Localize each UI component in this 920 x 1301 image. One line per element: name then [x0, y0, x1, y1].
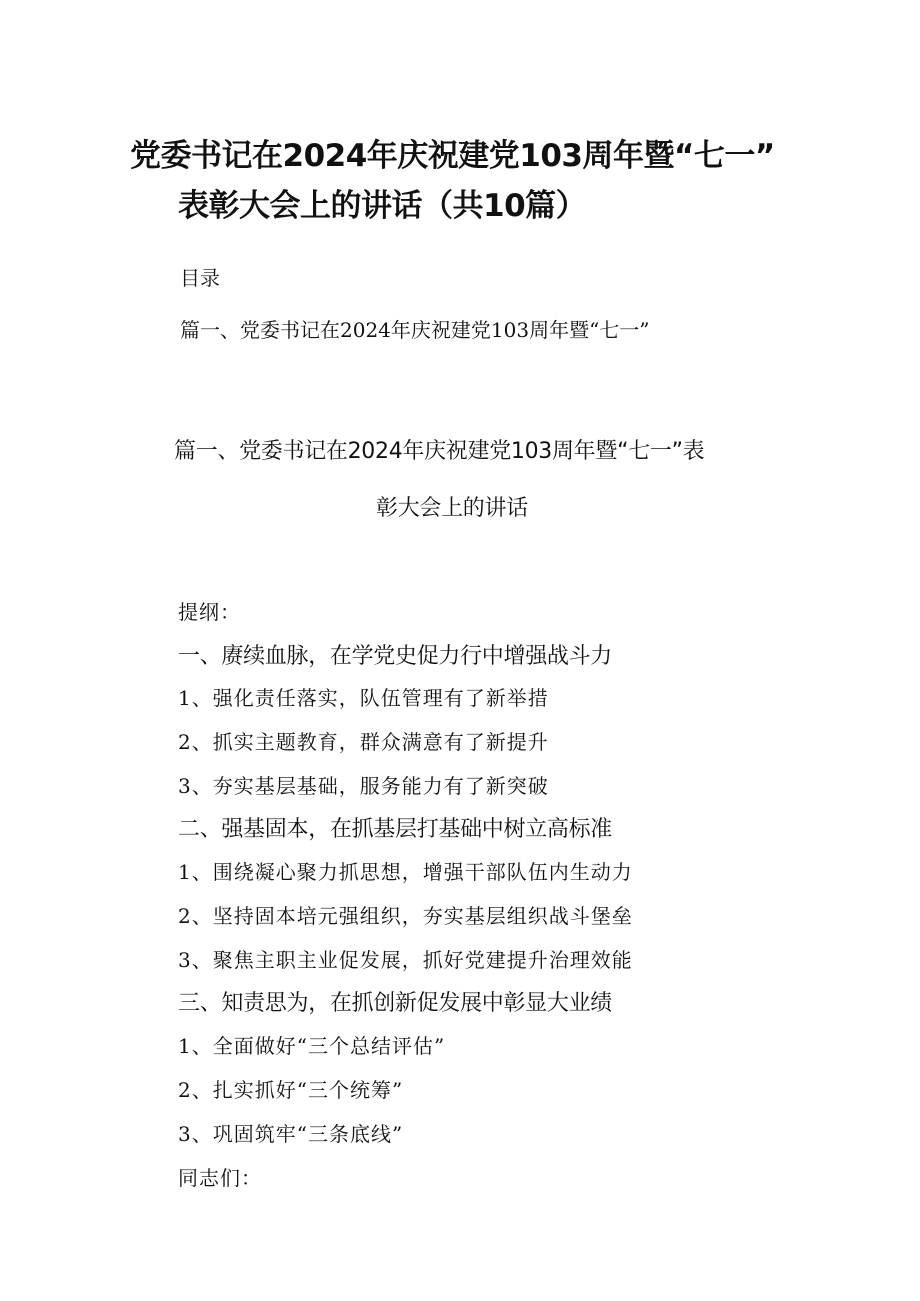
- document-title-line-1: 党委书记在2024年庆祝建党103周年暨“七一”: [130, 138, 775, 174]
- outline-item: 1、全面做好“三个总结评估”: [178, 1034, 446, 1058]
- document-title-line-2: 表彰大会上的讲话（共10篇）: [178, 188, 587, 224]
- outline-item: 3、巩固筑牢“三条底线”: [178, 1122, 404, 1146]
- outline-item: 2、抓实主题教育，群众满意有了新提升: [178, 730, 549, 754]
- outline-heading: 一、赓续血脉，在学党史促力行中增强战斗力: [178, 644, 613, 669]
- toc-label: 目录: [180, 266, 220, 290]
- outline-heading: 三、知责思为，在抓创新促发展中彰显大业绩: [178, 991, 613, 1016]
- outline-item: 2、坚持固本培元强组织，夯实基层组织战斗堡垒: [178, 904, 633, 928]
- salutation: 同志们：: [178, 1166, 262, 1190]
- outline-heading: 二、强基固本，在抓基层打基础中树立高标准: [178, 817, 613, 842]
- outline-item: 3、夯实基层基础，服务能力有了新突破: [178, 774, 549, 798]
- toc-item[interactable]: 篇一、党委书记在2024年庆祝建党103周年暨“七一”: [180, 318, 650, 342]
- outline-label: 提纲：: [178, 600, 241, 624]
- outline-item: 3、聚焦主职主业促发展，抓好党建提升治理效能: [178, 948, 633, 972]
- outline-item: 1、围绕凝心聚力抓思想，增强干部队伍内生动力: [178, 860, 633, 884]
- chapter-title-line-2: 彰大会上的讲话: [376, 496, 528, 521]
- outline-item: 2、扎实抓好“三个统筹”: [178, 1078, 404, 1102]
- chapter-title-line-1: 篇一、党委书记在2024年庆祝建党103周年暨“七一”表: [174, 439, 705, 464]
- outline-item: 1、强化责任落实，队伍管理有了新举措: [178, 686, 549, 710]
